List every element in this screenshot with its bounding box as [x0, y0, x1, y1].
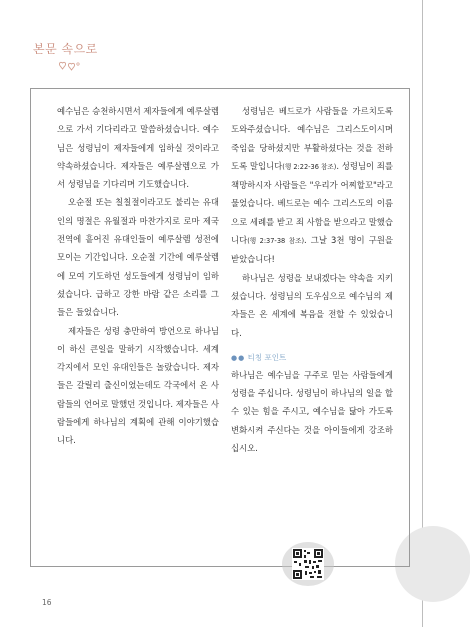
qr-code-icon[interactable] — [292, 548, 324, 580]
left-column — [57, 102, 219, 450]
teaching-point-label: 티칭 포인트 — [247, 352, 287, 362]
paragraph: 제자들은 성령 충만하여 방언으로 하나님이 하신 큰일을 말하기 시작했습니다. 세계 각지에서 모인 유대인들은 놀랐습니다. 제자들은 갈릴리 출신이었는데도 각국에서 온 사람들의 언어로 말했던 것입니다. 제자들은 사람들에게 하나님의 계획에 관해 이야기했습니다. — [57, 325, 219, 446]
paragraph-text: . 그날 3천 명이 구원을 받았습니다! — [231, 235, 393, 265]
hearts-icon — [57, 60, 81, 74]
page-number: 16 — [42, 598, 52, 607]
paragraph: 하나님은 성령을 보내겠다는 약속을 지키셨습니다. 성령님의 도우심으로 예수님의 제자들은 온 세계에 복음을 전할 수 있었습니다. — [231, 272, 393, 338]
teaching-point-heading — [231, 350, 393, 366]
bullet-dots-icon: ●● — [231, 353, 246, 362]
scripture-reference: (행 2:22-36 참조) — [282, 162, 337, 171]
paragraph: 오순절 또는 칠칠절이라고도 불리는 유대인의 명절은 유월절과 마찬가지로 로마 제국 전역에 흩어진 유대인들이 예루살렘 성전에 모이는 기간입니다. 오순절 기간에 예루살렘에 모여 기도하던 성도들에게 성령님이 임하셨습니다. 급하고 강한 바람 같은 소리를 그들은 들었습니다. — [57, 197, 219, 318]
paragraph: 예수님은 승천하시면서 제자들에게 예루살렘으로 가서 기다리라고 말씀하셨습니다. 예수님은 성령님이 제자들에게 임하실 것이라고 약속하셨습니다. 제자들은 예루살렘으로 가서 성령님을 기다리며 기도했습니다. — [57, 106, 219, 190]
right-column — [231, 102, 393, 457]
scripture-reference: (행 2:37-38 참조) — [247, 237, 305, 246]
paragraph-text: . 성령님이 죄를 책망하시자 사람들은 "우리가 어찌할꼬"라고 물었습니다. 베드로는 예수 그리스도의 이름으로 세례를 받고 죄 사함을 받으라고 말했습니다 — [231, 160, 393, 246]
paragraph — [231, 102, 393, 269]
paragraph-text: 성령님은 베드로가 사람들을 가르치도록 도와주셨습니다. 예수님은 그리스도이시며 죽임을 당하셨지만 부활하셨다는 것을 전하도록 말입니다 — [231, 106, 393, 171]
teaching-point-text: 하나님은 예수님을 구주로 믿는 사람들에게 성령을 주십니다. 성령님이 하나님의 일을 할 수 있는 힘을 주시고, 예수님을 닮아 가도록 변화시켜 주신다는 것을 아이들에게 강조하십시오. — [231, 369, 393, 454]
section-title: 본문 속으로 — [33, 42, 98, 56]
